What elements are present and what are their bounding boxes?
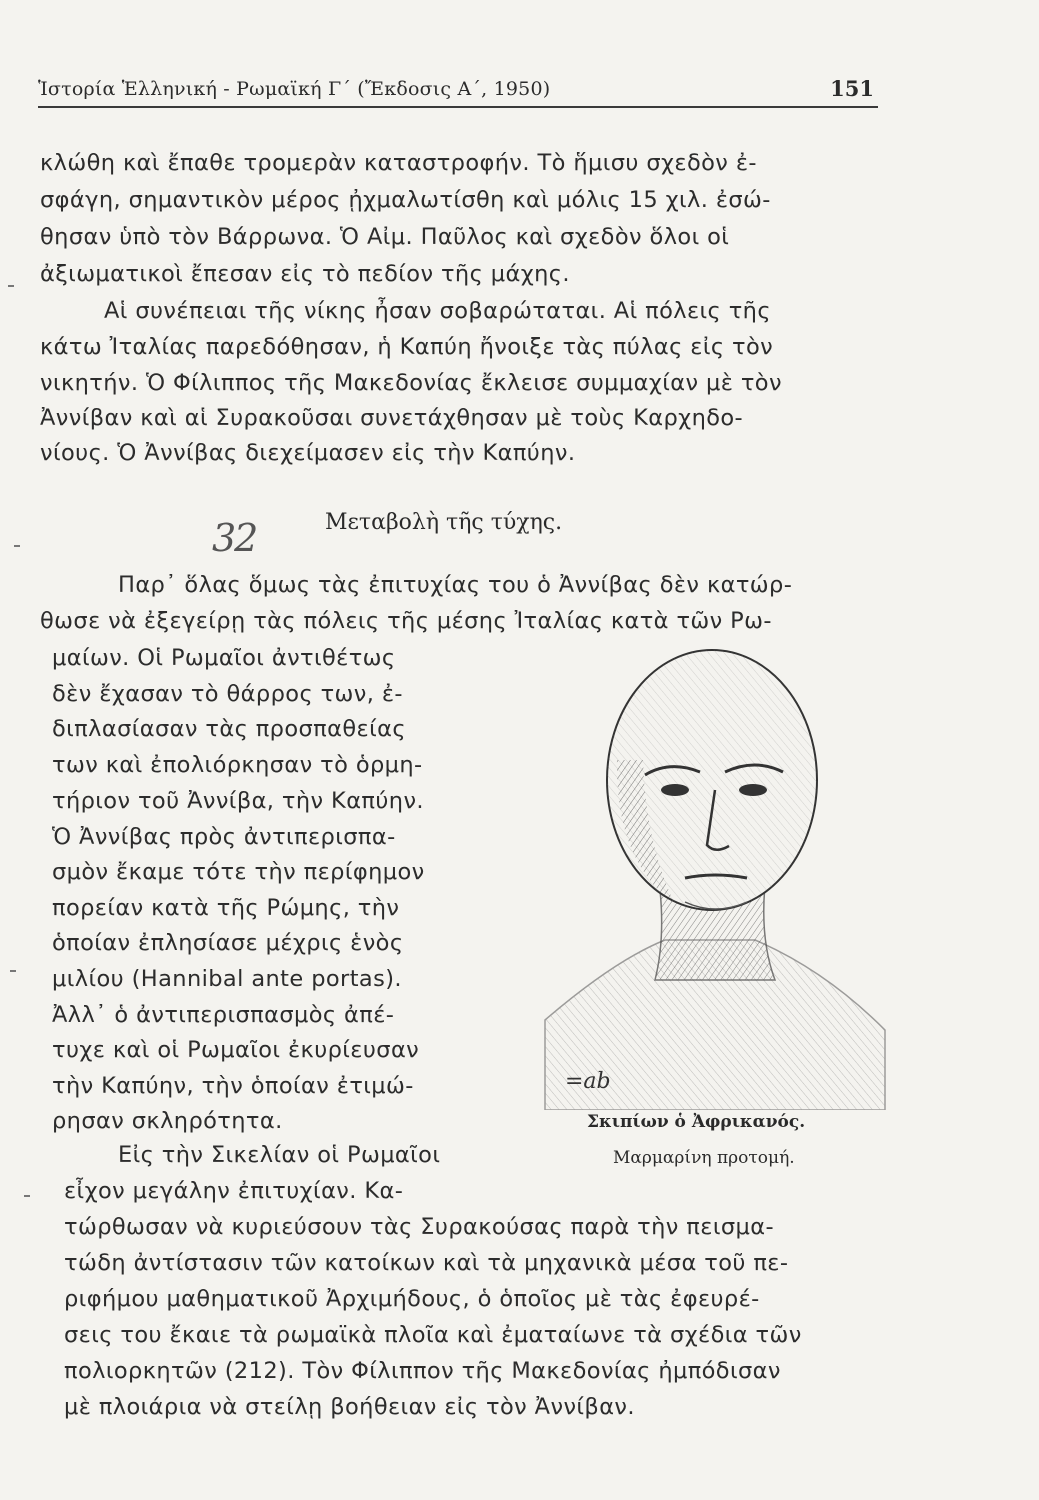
text-line: σφάγη, σημαντικὸν μέρος ᾐχμαλωτίσθη καὶ μόλις 15 χιλ. ἐσώ- (40, 187, 771, 213)
text-line: νικητήν. Ὁ Φίλιππος τῆς Μακεδονίας ἔκλεισε συμμαχίαν μὲ τὸν (40, 370, 782, 396)
margin-mark (14, 545, 20, 547)
text-line: δὲν ἔχασαν τὸ θάρρος των, ἐ- (52, 681, 403, 707)
text-line: Ὁ Ἀννίβας πρὸς ἀντιπερισπα- (52, 824, 396, 850)
text-line: ἀξιωματικοὶ ἔπεσαν εἰς τὸ πεδίον τῆς μάχης. (40, 261, 570, 287)
figure-caption-subtitle: Μαρμαρίνη προτομή. (613, 1148, 795, 1168)
margin-mark (8, 285, 14, 287)
text-line: μαίων. Οἱ Ρωμαῖοι ἀντιθέτως (52, 645, 396, 671)
text-line: πολιορκητῶν (212). Τὸν Φίλιππον τῆς Μακεδονίας ἠμπόδισαν (64, 1358, 781, 1384)
margin-mark (10, 970, 16, 972)
section-heading: Μεταβολὴ τῆς τύχης. (325, 510, 563, 535)
text-line: τυχε καὶ οἱ Ρωμαῖοι ἐκυρίευσαν (52, 1037, 420, 1063)
margin-mark (24, 1195, 30, 1197)
text-line: Αἱ συνέπειαι τῆς νίκης ἦσαν σοβαρώταται. Αἱ πόλεις τῆς (104, 298, 771, 324)
text-line: θησαν ὑπὸ τὸν Βάρρωνα. Ὁ Αἰμ. Παῦλος καὶ σχεδὸν ὅλοι οἱ (40, 224, 730, 250)
text-line: Ἀλλ᾽ ὁ ἀντιπερισπασμὸς ἀπέ- (52, 1002, 395, 1028)
text-line: διπλασίασαν τὰς προσπαθείας (52, 716, 406, 742)
text-line: κλώθη καὶ ἔπαθε τρομερὰν καταστροφήν. Τὸ ἥμισυ σχεδὸν ἐ- (40, 150, 757, 176)
running-head (38, 72, 878, 108)
text-line: Παρ᾽ ὅλας ὅμως τὰς ἐπιτυχίας του ὁ Ἀννίβας δὲν κατώρ- (118, 572, 793, 598)
text-line: των καὶ ἐπολιόρκησαν τὸ ὁρμη- (52, 752, 423, 778)
text-line: Ἀννίβαν καὶ αἱ Συρακοῦσαι συνετάχθησαν μὲ τοὺς Καρχηδο- (40, 405, 744, 431)
text-line: ρησαν σκληρότητα. (52, 1108, 283, 1134)
text-line: σεις του ἔκαιε τὰ ρωμαϊκὰ πλοῖα καὶ ἐματαίωνε τὰ σχέδια τῶν (64, 1322, 802, 1348)
text-line: νίους. Ὁ Ἀννίβας διεχείμασεν εἰς τὴν Καπύην. (40, 440, 576, 466)
figure-caption-title: Σκιπίων ὁ Ἀφρικανός. (587, 1112, 806, 1132)
text-line: ριφήμου μαθηματικοῦ Ἀρχιμήδους, ὁ ὁποῖος μὲ τὰς ἐφευρέ- (64, 1286, 760, 1312)
text-line: τήριον τοῦ Ἀννίβα, τὴν Καπύην. (52, 788, 424, 814)
running-head-title: Ἱστορία Ἑλληνική - Ρωμαϊκή Γ΄ (Ἔκδοσις Α΄, 1950) (38, 78, 551, 100)
artist-signature: =ab (565, 1069, 611, 1094)
page-number: 151 (830, 76, 874, 101)
text-line: ὁποίαν ἐπλησίασε μέχρις ἑνὸς (52, 930, 404, 956)
text-line: θωσε νὰ ἐξεγείρῃ τὰς πόλεις τῆς μέσης Ἰταλίας κατὰ τῶν Ρω- (40, 608, 772, 634)
text-line: τώρθωσαν νὰ κυριεύσουν τὰς Συρακούσας παρὰ τὴν πεισμα- (64, 1214, 774, 1240)
text-line: πορείαν κατὰ τῆς Ρώμης, τὴν (52, 895, 400, 921)
scipio-bust-illustration (525, 640, 895, 1110)
text-line: κάτω Ἰταλίας παρεδόθησαν, ἡ Καπύη ἤνοιξε τὰς πύλας εἰς τὸν (40, 334, 774, 360)
text-line: τὴν Καπύην, τὴν ὁποίαν ἐτιμώ- (52, 1073, 414, 1099)
handwritten-section-number: 32 (212, 516, 257, 560)
text-line: σμὸν ἔκαμε τότε τὴν περίφημον (52, 859, 425, 885)
text-line: εἶχον μεγάλην ἐπιτυχίαν. Κα- (64, 1178, 404, 1204)
text-line: μὲ πλοιάρια νὰ στείλῃ βοήθειαν εἰς τὸν Ἀννίβαν. (64, 1394, 635, 1420)
text-line: μιλίου (Hannibal ante portas). (52, 966, 402, 992)
text-line: τώδη ἀντίστασιν τῶν κατοίκων καὶ τὰ μηχανικὰ μέσα τοῦ πε- (64, 1250, 789, 1276)
text-line: Εἰς τὴν Σικελίαν οἱ Ρωμαῖοι (118, 1142, 441, 1168)
